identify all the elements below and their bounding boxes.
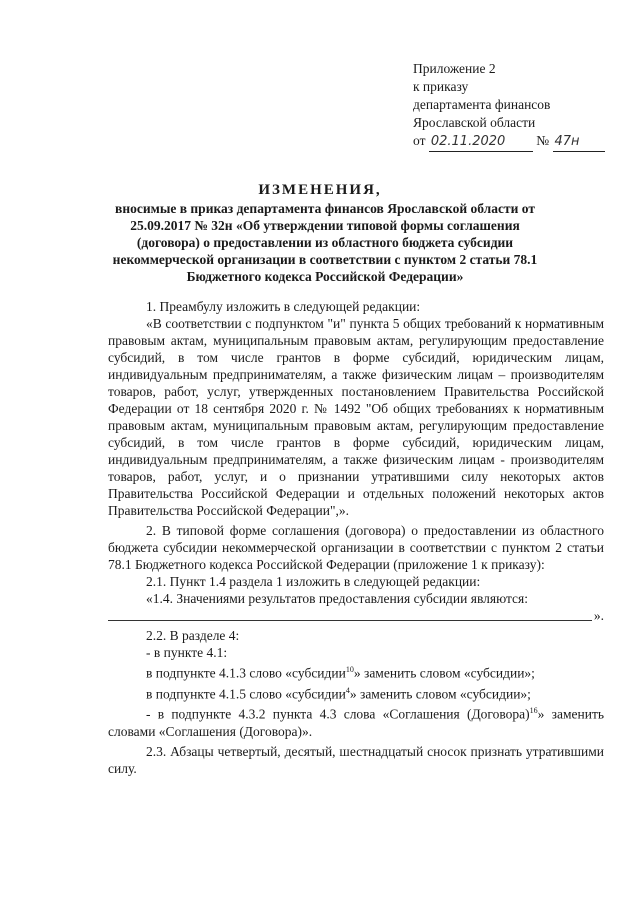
number-prefix: №: [536, 133, 550, 148]
date-value: 02.11.2020: [429, 133, 533, 152]
footnote-ref-16: 16: [529, 706, 538, 715]
paragraph-1-4: «1.4. Значениями результатов предоставления субсидии являются:: [146, 591, 529, 606]
date-prefix: от: [413, 133, 426, 148]
paragraph-2-1: 2.1. Пункт 1.4 раздела 1 изложить в следующей редакции:: [146, 574, 481, 589]
footnote-ref-10: 10: [345, 665, 354, 674]
blank-underline: [108, 608, 592, 621]
paragraph-4-3-2: - в подпункте 4.3.2 пункта 4.3 слова «Соглашения (Договора)$^{16}$» заменить словами «Соглашения (Договора)».: [108, 706, 605, 739]
appendix-label: Приложение 2: [413, 61, 496, 76]
appendix-header: [413, 60, 613, 152]
paragraph-2-2: 2.2. В разделе 4:: [146, 628, 240, 643]
footnote-ref-4: 4: [345, 685, 350, 695]
paragraph-1: 1. Преамбулу изложить в следующей редакции:: [146, 299, 421, 314]
paragraph-2-3: 2.3. Абзацы четвертый, десятый, шестнадцатый сносок признать утратившими силу.: [108, 743, 604, 776]
paragraph-preamble: «В соответствии с подпунктом "и" пункта 5 общих требований к нормативным правовым актам, муниципальным правовым актам, регулирующим предоставление субсидий, в том числе грантов в форме субсидий, юридическим лицам, индивидуальным предпринимателям, а также физическим лицам – производителям товаров, работ, услуг, утвержденных постановлением Правительства Российской Федерации от 18 сентября 2020 г. № 1492 "Об общих требованиях к нормативным правовым актам, муниципальным правовым актам, регулирующим предоставление субсидий, в том числе грантов в форме субсидий, юридическим лицам, индивидуальным предпринимателям, а также физическим лицам - производителям товаров, работ, услуг, и о признании утратившими силу некоторых актов Правительства Российской Федерации и отдельных положений некоторых актов Правительства Российской Федерации",».: [108, 316, 604, 518]
date-number-line: [413, 132, 613, 152]
document-body: [108, 298, 604, 777]
paragraph-4-1-5: в подпункте 4.1.5 слово «субсидии$^4$» заменить словом «субсидии»;: [146, 685, 531, 701]
blank-line-end: ».: [593, 608, 604, 623]
paragraph-4-1: - в пункте 4.1:: [146, 645, 228, 660]
paragraph-4-1-3: в подпункте 4.1.3 слово «субсидии$^{10}$» заменить словом «субсидии»;: [146, 665, 535, 681]
document-subtitle: вносимые в приказ департамента финансов Ярославской области от 25.09.2017 № 32н «Об утверждении типовой формы соглашения (договора) о предоставлении из областного бюджета субсидии некоммерческой организации в соответствии с пунктом 2 статьи 78.1 Бюджетного кодекса Российской Федерации»: [112, 201, 538, 284]
department-name: департамента финансов: [413, 97, 551, 112]
paragraph-2: 2. В типовой форме соглашения (договора) о предоставлении из областного бюджета субсидии некоммерческой организации в соответствии с пунктом 2 статьи 78.1 Бюджетного кодекса Российской Федерации (приложение 1 к приказу):: [108, 523, 604, 572]
order-ref: к приказу: [413, 79, 469, 94]
region-name: Ярославской области: [413, 115, 536, 130]
document-title: ИЗМЕНЕНИЯ,: [258, 182, 382, 198]
number-value: 47н: [553, 133, 605, 152]
blank-fill-line: [108, 607, 604, 624]
